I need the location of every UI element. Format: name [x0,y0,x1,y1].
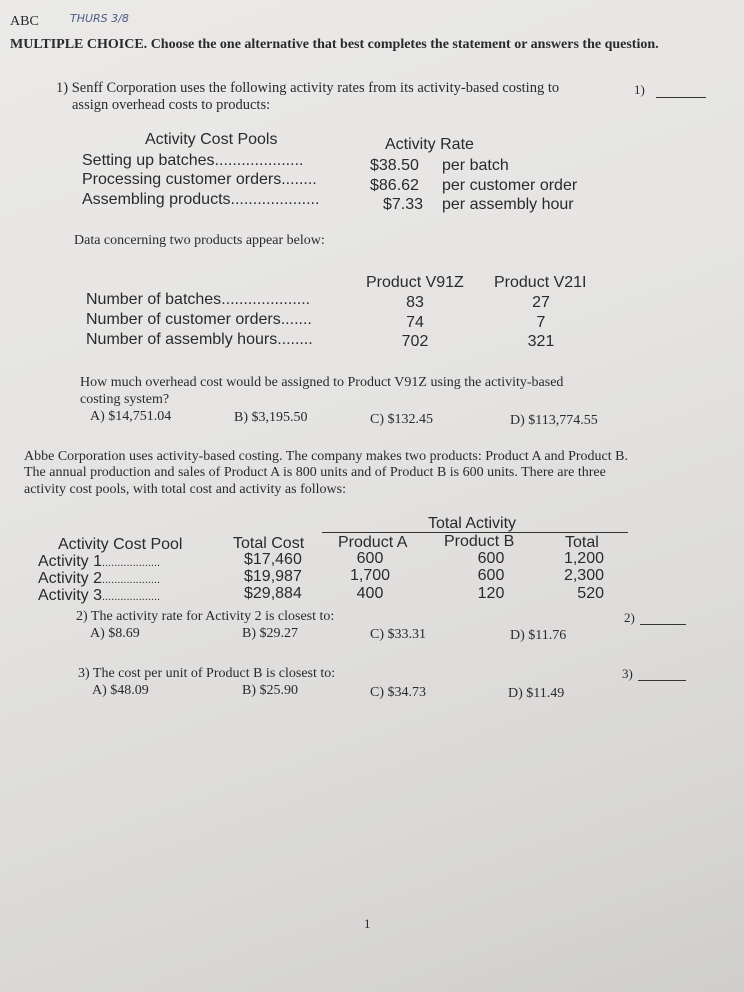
rate-row-unit: per assembly hour [442,196,574,213]
rate-row-pool: Assembling products.................... [82,191,320,208]
rates-col-pool: Activity Cost Pools [145,131,278,148]
q1-choice-c[interactable]: C) $132.45 [370,412,433,427]
q1-question-line1: How much overhead cost would be assigned to Product V91Z using the activity-based [80,375,564,390]
q1-intro-line1 [56,80,559,97]
product-row-b: 27 [532,294,550,311]
rate-row-unit: per customer order [442,177,578,194]
q1-choice-d[interactable]: D) $113,774.55 [510,413,598,428]
abbe-row-a: 400 [356,585,384,602]
q2-answer-blank[interactable] [640,624,686,625]
rate-row-unit: per batch [442,157,509,174]
q3-answer-label: 3) [622,666,633,681]
abbe-row-cost: $19,987 [244,568,302,585]
q3-answer-blank[interactable] [638,680,686,681]
q1-intro-line2: assign overhead costs to products: [72,97,271,113]
section-heading [10,37,659,53]
page-number: 1 [364,916,371,931]
abbe-col-pool: Activity Cost Pool [58,536,183,553]
header-label: ABC [10,14,39,29]
q1-number: 1) [56,80,69,96]
abbe-row-total: 2,300 [563,567,604,584]
q3-choice-c[interactable]: C) $34.73 [370,685,426,700]
abbe-row-b: 600 [477,567,505,584]
q2-answer-label: 2) [624,610,635,625]
abbe-row-b: 120 [477,585,505,602]
abbe-row-total: 520 [577,585,604,602]
q2-choice-a[interactable]: A) $8.69 [90,626,140,641]
abbe-col-b: Product B [444,533,515,550]
abbe-group-header: Total Activity [427,515,517,532]
rate-row-amount: $38.50 [370,157,419,174]
abbe-intro-line3: activity cost pools, with total cost and activity as follows: [24,482,346,497]
products-col-b: Product V21I [494,274,587,291]
rate-row-amount: $86.62 [370,177,419,194]
q3-choice-b[interactable]: B) $25.90 [242,683,298,698]
abbe-row-pool: Activity 2................... [38,570,161,587]
q3-choice-a[interactable]: A) $48.09 [92,683,149,698]
q1-choice-a[interactable]: A) $14,751.04 [90,409,172,424]
rate-row-pool: Processing customer orders........ [82,171,317,188]
q2-choice-b[interactable]: B) $29.27 [242,626,298,641]
product-row-label: Number of customer orders....... [86,311,312,328]
abbe-row-cost: $17,460 [244,551,302,568]
handwritten-note: THURS 3/8 [70,12,129,25]
data-intro: Data concerning two products appear below: [74,233,325,248]
abbe-intro-line2: The annual production and sales of Product A is 800 units and of Product B is 600 units. There are three [24,465,606,480]
q3-question: 3) The cost per unit of Product B is closest to: [78,666,336,681]
abbe-row-b: 600 [477,550,505,567]
abbe-col-cost: Total Cost [233,535,305,552]
q2-question: 2) The activity rate for Activity 2 is closest to: [76,609,335,624]
product-row-b: 7 [536,314,546,331]
abbe-col-total: Total [565,534,599,551]
section-instructions: Choose the one alternative that best completes the statement or answers the question. [150,37,659,52]
product-row-a: 74 [406,314,424,331]
abbe-row-a: 1,700 [349,567,391,584]
product-row-label: Number of assembly hours........ [86,331,313,348]
product-row-a: 702 [401,333,429,350]
abbe-row-pool: Activity 1................... [38,553,161,570]
abbe-intro-line1: Abbe Corporation uses activity-based costing. The company makes two products: Product A and Product B. [24,449,628,464]
rate-row-pool: Setting up batches.................... [82,152,304,169]
products-col-a: Product V91Z [366,274,464,291]
abbe-row-pool: Activity 3................... [38,587,161,604]
q1-answer-blank[interactable] [656,97,706,98]
section-title: MULTIPLE CHOICE. [10,37,148,52]
q1-intro-text: Senff Corporation uses the following activity rates from its activity-based costing to [71,80,560,96]
q1-choice-b[interactable]: B) $3,195.50 [234,410,308,425]
rates-col-rate: Activity Rate [385,136,474,153]
abbe-row-total: 1,200 [563,550,604,567]
product-row-b: 321 [527,333,555,350]
product-row-a: 83 [406,294,424,311]
q2-choice-c[interactable]: C) $33.31 [370,627,426,642]
q2-choice-d[interactable]: D) $11.76 [510,628,567,643]
abbe-row-a: 600 [356,550,384,567]
q1-answer-label: 1) [634,82,645,97]
product-row-label: Number of batches.................... [86,291,311,308]
q1-question-line2: costing system? [80,392,170,407]
rate-row-amount: $7.33 [383,196,424,213]
abbe-row-cost: $29,884 [244,585,302,602]
abbe-col-a: Product A [338,534,408,551]
q3-choice-d[interactable]: D) $11.49 [508,686,565,701]
